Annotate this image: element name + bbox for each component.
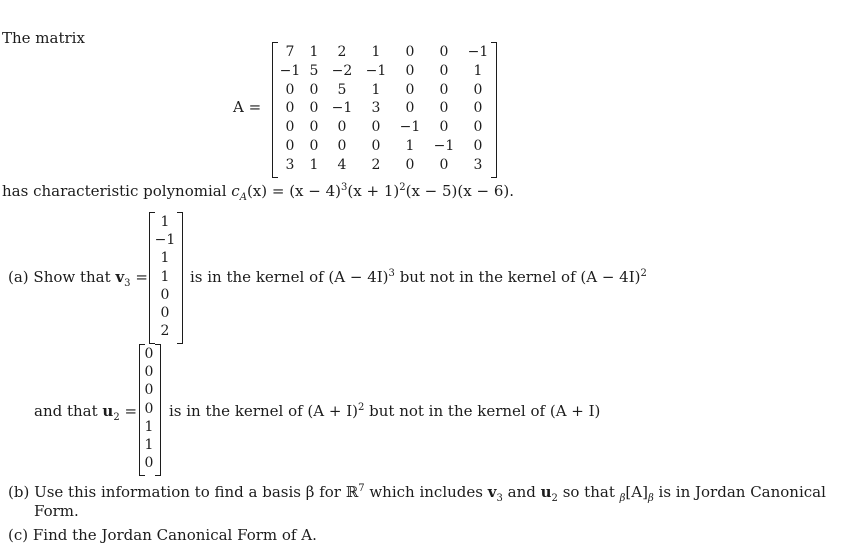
u2-equals: = xyxy=(124,402,138,420)
matrix-cell: 0 xyxy=(285,137,295,154)
v3-right-bracket xyxy=(177,212,183,344)
matrix-cell: 0 xyxy=(405,81,415,98)
matrix-cell: 1 xyxy=(371,81,381,98)
part-b-a-bracket: [A] xyxy=(625,483,648,501)
part-b-t1: which includes xyxy=(369,483,483,501)
part-b-power: 7 xyxy=(358,483,365,494)
poly-rhs: (x) = (x − 4) xyxy=(246,182,342,200)
poly-mid: (x + 1) xyxy=(347,182,400,200)
part-a2-not-kernel-text: but not in the kernel of (A + I) xyxy=(369,402,601,420)
part-b-text: (b) Use this information to find a basis β for ℝ xyxy=(8,483,359,501)
matrix-grid xyxy=(277,44,495,176)
intro-text: The matrix xyxy=(2,29,85,47)
v3-entry: 0 xyxy=(160,304,170,321)
part-c: (c) Find the Jordan Canonical Form of A. xyxy=(8,526,317,544)
matrix-cell: 0 xyxy=(439,81,449,98)
v3-name: v xyxy=(115,268,125,286)
poly-end: (x − 5)(x − 6). xyxy=(405,182,514,200)
matrix-cell: 0 xyxy=(473,100,483,117)
part-a-power-1: 3 xyxy=(388,268,395,279)
matrix-cell: 0 xyxy=(337,137,347,154)
matrix-cell: 0 xyxy=(439,156,449,173)
u2-grid xyxy=(143,346,155,473)
matrix-cell: 0 xyxy=(309,100,319,117)
u2-entry: 0 xyxy=(144,455,154,472)
matrix-cell: 0 xyxy=(371,119,381,136)
part-a-not-kernel-text: but not in the kernel of (A − 4I) xyxy=(399,268,641,286)
part-a2-kernel-text: is in the kernel of (A + I) xyxy=(169,402,358,420)
poly-c: c xyxy=(231,182,240,200)
part-b-t3: so that xyxy=(562,483,615,501)
matrix-cell: 1 xyxy=(405,137,415,154)
matrix-cell: 0 xyxy=(473,81,483,98)
matrix-cell: −1 xyxy=(433,137,455,154)
matrix-cell: 0 xyxy=(285,119,295,136)
v3-entry: −1 xyxy=(154,232,176,249)
matrix-cell: 0 xyxy=(285,81,295,98)
v3-sub: 3 xyxy=(124,278,131,289)
u2-sub: 2 xyxy=(113,412,120,423)
matrix-cell: −1 xyxy=(365,62,387,79)
part-b-u-name: u xyxy=(540,483,552,501)
matrix-cell: 0 xyxy=(405,62,415,79)
matrix-cell: 5 xyxy=(337,81,347,98)
matrix-cell: 1 xyxy=(309,44,319,60)
matrix-cell: 0 xyxy=(439,119,449,136)
matrix-cell: 0 xyxy=(405,44,415,60)
matrix-cell: 0 xyxy=(309,81,319,98)
matrix-cell: 0 xyxy=(405,100,415,117)
matrix-cell: −1 xyxy=(279,62,301,79)
u2-entry: 1 xyxy=(144,418,154,435)
matrix-cell: 0 xyxy=(405,156,415,173)
poly-sub-a: A xyxy=(239,192,247,203)
u2-entry: 1 xyxy=(144,436,154,453)
part-a-label xyxy=(8,268,148,289)
matrix-cell: −1 xyxy=(467,44,489,60)
part-a-power-2: 2 xyxy=(640,268,647,279)
matrix-cell: 0 xyxy=(473,137,483,154)
u2-name: u xyxy=(102,402,114,420)
matrix-cell: 0 xyxy=(285,100,295,117)
part-a2-label xyxy=(34,402,137,423)
matrix-cell: 1 xyxy=(473,62,483,79)
matrix-cell: 5 xyxy=(309,62,319,79)
part-b-beta-sub-2: β xyxy=(647,493,654,504)
part-b-t2: and xyxy=(507,483,536,501)
v3-grid xyxy=(153,214,177,341)
part-b-t4: is in Jordan Canonical xyxy=(658,483,826,501)
matrix-cell: 0 xyxy=(309,137,319,154)
characteristic-polynomial xyxy=(2,182,514,203)
part-a2-power: 2 xyxy=(357,402,365,413)
matrix-cell: −2 xyxy=(331,62,353,79)
u2-right-bracket xyxy=(155,344,161,476)
v3-entry: 1 xyxy=(160,214,170,230)
matrix-cell: 0 xyxy=(439,62,449,79)
matrix-cell: 2 xyxy=(337,44,347,60)
matrix-label: A = xyxy=(233,98,262,116)
matrix-cell: 0 xyxy=(439,44,449,60)
matrix-cell: 0 xyxy=(309,119,319,136)
v3-entry: 0 xyxy=(160,286,170,303)
matrix-cell: 1 xyxy=(371,44,381,60)
matrix-right-bracket xyxy=(491,42,497,178)
u2-entry: 0 xyxy=(144,382,154,399)
part-b-v-sub: 3 xyxy=(496,493,503,504)
matrix-cell: −1 xyxy=(331,100,353,117)
u2-entry: 0 xyxy=(144,346,154,362)
part-b-beta-sub: β xyxy=(619,493,626,504)
part-a-statement xyxy=(190,268,647,286)
matrix-cell: 1 xyxy=(309,156,319,173)
part-b-line-2: Form. xyxy=(34,502,79,520)
part-b xyxy=(8,483,826,504)
v3-entry: 1 xyxy=(160,268,170,285)
matrix-cell: 0 xyxy=(371,137,381,154)
v3-equals: = xyxy=(135,268,148,286)
v3-entry: 1 xyxy=(160,250,170,267)
matrix-cell: 0 xyxy=(337,119,347,136)
matrix-cell: 4 xyxy=(337,156,347,173)
matrix-cell: 2 xyxy=(371,156,381,173)
u2-entry: 0 xyxy=(144,400,154,417)
u2-entry: 0 xyxy=(144,364,154,381)
part-a-text: (a) Show that xyxy=(8,268,111,286)
poly-power-1: 3 xyxy=(341,182,348,193)
v3-entry: 2 xyxy=(160,323,170,340)
matrix-cell: 3 xyxy=(371,100,381,117)
matrix-cell: −1 xyxy=(399,119,421,136)
part-a-kernel-text: is in the kernel of (A − 4I) xyxy=(190,268,389,286)
matrix-cell: 7 xyxy=(285,44,295,60)
part-b-v-name: v xyxy=(487,483,497,501)
part-a2-text: and that xyxy=(34,402,98,420)
matrix-cell: 0 xyxy=(439,100,449,117)
matrix-cell: 0 xyxy=(473,119,483,136)
matrix-cell: 3 xyxy=(473,156,483,173)
poly-prefix: has characteristic polynomial xyxy=(2,182,227,200)
part-b-u-sub: 2 xyxy=(551,493,558,504)
matrix-cell: 3 xyxy=(285,156,295,173)
poly-power-2: 2 xyxy=(399,182,406,193)
part-a2-statement xyxy=(169,402,600,420)
